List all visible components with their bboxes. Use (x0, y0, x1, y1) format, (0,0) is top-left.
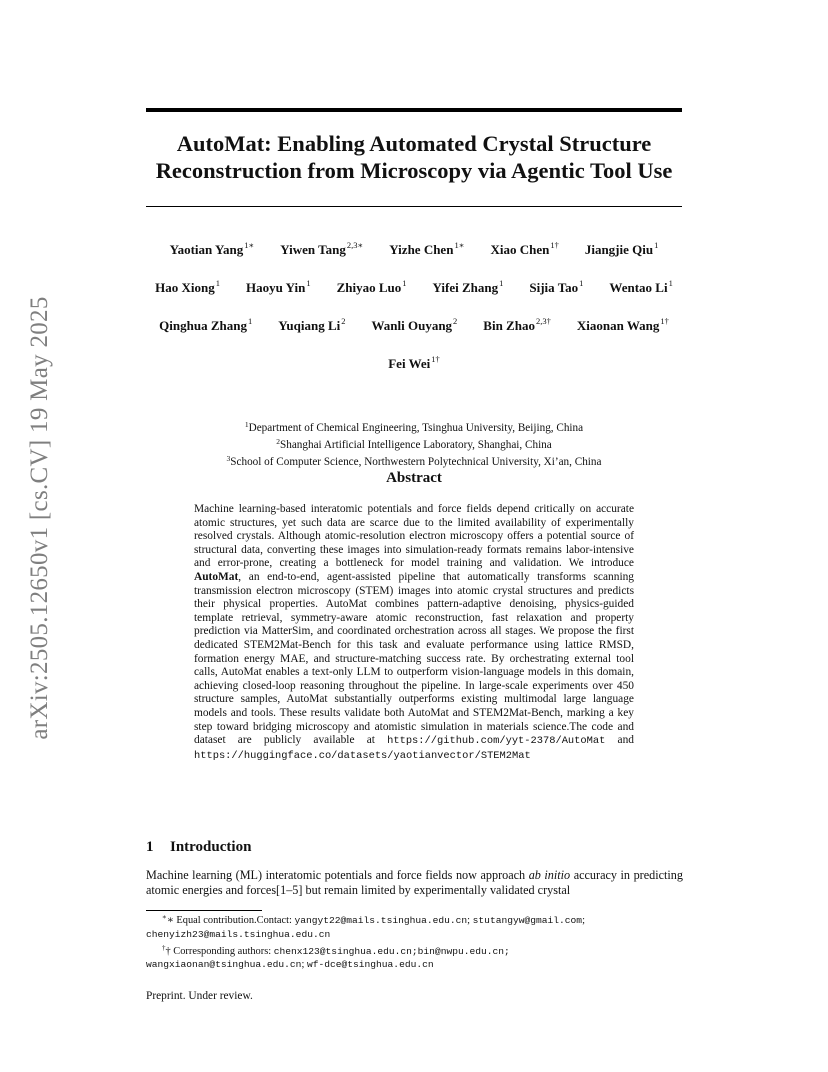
author: Sijia Tao$^1$ (529, 278, 584, 295)
huggingface-link[interactable]: https://huggingface.co/datasets/yaotianvector/STEM2Mat (194, 749, 531, 762)
footnote-line: wangxiaonan@tsinghua.edu.cn; wf-dce@tsinghua.edu.cn (146, 959, 434, 971)
author-row (120, 240, 708, 278)
footnotes (146, 911, 686, 972)
title-line-1: AutoMat: Enabling Automated Crystal Structure (176, 131, 652, 156)
affiliations (120, 418, 708, 470)
author: Wanli Ouyang$^2$ (371, 316, 458, 333)
author-row (120, 278, 708, 316)
author: Jiangjie Qiu$^1$ (584, 240, 659, 257)
automat-name: AutoMat (194, 570, 239, 583)
author: Yifei Zhang$^1$ (432, 278, 504, 295)
introduction-text: Machine learning (ML) interatomic potentials and force fields now approach ab initio accuracy in predicting atomic energies and forces[1–5] but remain limited by experimentally validated crystal (146, 868, 683, 897)
author: Xiao Chen$^{1\dagger}$ (490, 240, 559, 257)
title-rule-bottom (146, 206, 682, 207)
footnote-corresponding: †† Corresponding authors: chenx123@tsinghua.edu.cn;bin@nwpu.edu.cn; (162, 943, 510, 957)
github-link[interactable]: https://github.com/yyt-2378/AutoMat (387, 735, 606, 748)
footnote-equal-contribution: ∗∗ Equal contribution.Contact: yangyt22@mails.tsinghua.edu.cn; stutangyw@gmail.com; (162, 913, 585, 926)
affiliation: $^3$School of Computer Science, Northwestern Polytechnical University, Xi’an, China (226, 454, 602, 469)
preprint-note: Preprint. Under review. (146, 990, 253, 1002)
author: Bin Zhao$^{2,3\dagger}$ (483, 316, 551, 333)
email-link[interactable]: yangyt22@mails.tsinghua.edu.cn (294, 915, 468, 926)
abstract-body: Machine learning-based interatomic potentials and force fields depend critically on accurate atomic structures, yet such data are scarce due to the limited availability of experimentally resolved crystals. Although atomic-resolution electron microscopy offers a potential source of structural data, converting these images into simulation-ready formats remains labor-intensive and error-prone, creating a bottleneck for model training and validation. We introduce AutoMat, an end-to-end, agent-assisted pipeline that automatically transforms scanning transmission electron microscopy (STEM) images into atomic crystal structures and predicts their physical properties. AutoMat combines pattern-adaptive denoising, physics-guided template retrieval, symmetry-aware atomic reconstruction, fast relaxation and property prediction via MatterSim, and coordinated orchestration across all stages. We propose the first dedicated STEM2Mat-Bench for this task and evaluate performance using lattice RMSD, formation energy MAE, and structure-matching success rate. By orchestrating external tool calls, AutoMat enables a text-only LLM to outperform vision-language models in this domain, achieving closed-loop reasoning throughout the pipeline. In large-scale experiments over 450 structure samples, AutoMat substantially outperforms existing multimodal large language models and tools. These results validate both AutoMat and STEM2Mat-Bench, marking a key step toward bridging microscopy and atomistic simulation in materials science.The code and dataset are publicly available at https://github.com/yyt-2378/AutoMat and https://huggingface.co/datasets/yaotianvector/STEM2Mat (194, 503, 634, 762)
section-title: Introduction (170, 839, 252, 855)
author: Xiaonan Wang$^{1\dagger}$ (576, 316, 669, 333)
abstract-heading: Abstract (386, 470, 442, 486)
author: Yaotian Yang$^{1∗}$ (169, 240, 255, 257)
title-rule-top (146, 108, 682, 112)
section-number: 1 (146, 839, 154, 855)
email-link[interactable]: chenx123@tsinghua.edu.cn;bin@nwpu.edu.cn; (273, 945, 510, 957)
title-line-2: Reconstruction from Microscopy via Agentic Tool Use (155, 158, 673, 183)
author: Zhiyao Luo$^1$ (336, 278, 407, 295)
author: Wentao Li$^1$ (609, 278, 673, 295)
arxiv-side-identifier (18, 278, 62, 758)
section-heading (146, 839, 251, 856)
email-link[interactable]: chenyizh23@mails.tsinghua.edu.cn (146, 928, 331, 940)
affiliation: $^1$Department of Chemical Engineering, Tsinghua University, Beijing, China (244, 420, 584, 434)
author-row (120, 354, 708, 392)
arxiv-id-text: arXiv:2505.12650v1 [cs.CV] 19 May 2025 (26, 296, 53, 740)
paper-title (120, 130, 708, 184)
author-row (120, 316, 708, 354)
email-link[interactable]: stutangyw@gmail.com (472, 915, 583, 926)
author: Yiwen Tang$^{2,3∗}$ (280, 240, 364, 257)
author-list (120, 240, 708, 392)
author: Haoyu Yin$^1$ (246, 278, 311, 295)
email-link[interactable]: wangxiaonan@tsinghua.edu.cn (146, 959, 302, 971)
author: Yuqiang Li$^2$ (278, 316, 346, 333)
email-link[interactable]: wf-dce@tsinghua.edu.cn (306, 959, 434, 971)
affiliation: $^2$Shanghai Artificial Intelligence Laboratory, Shanghai, China (276, 437, 552, 452)
author: Yizhe Chen$^{1∗}$ (389, 240, 465, 257)
author: Qinghua Zhang$^1$ (159, 316, 253, 333)
author: Fei Wei$^{1\dagger}$ (388, 354, 440, 371)
footnote-line (146, 928, 686, 942)
author: Hao Xiong$^1$ (155, 278, 220, 295)
